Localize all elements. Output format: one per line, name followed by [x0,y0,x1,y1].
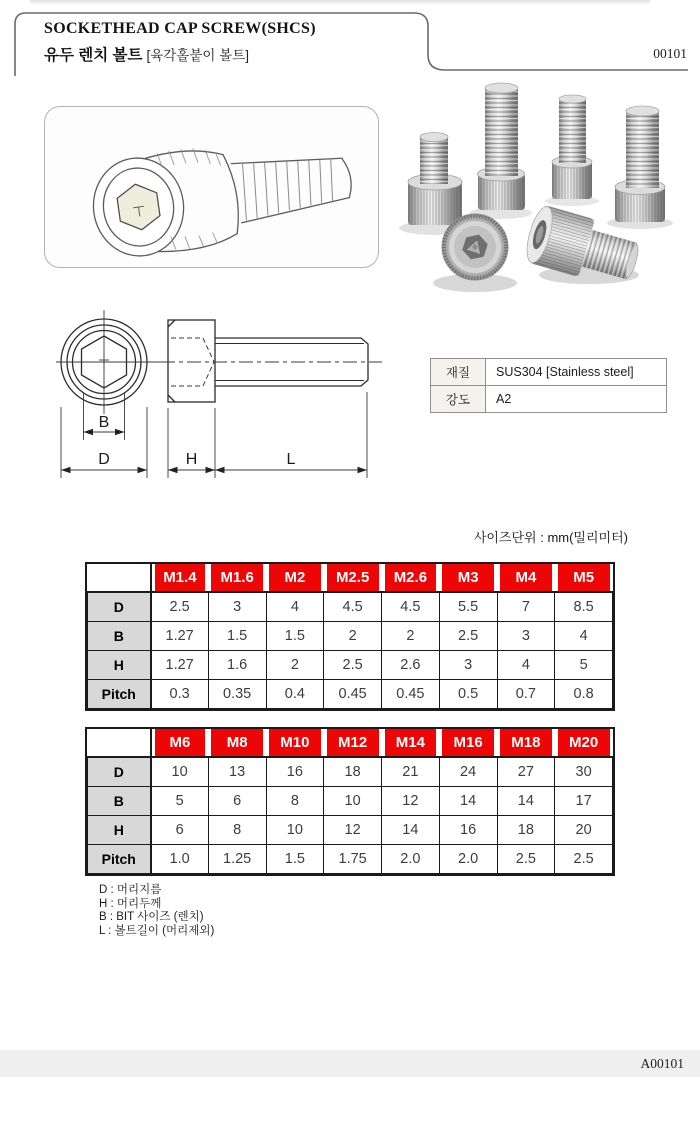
legend-line: B : BIT 사이즈 (렌치) [99,911,204,923]
spec-table [87,564,613,709]
spec-row-label: B [88,787,151,816]
spec-value-cell: 18 [324,757,382,787]
spec-corner-cell [88,564,151,592]
spec-value-cell: 3 [497,622,555,651]
spec-value-cell: 2.5 [324,651,382,680]
spec-value-cell: 2 [324,622,382,651]
spec-column-header: M3 [439,564,497,592]
spec-value-cell: 4.5 [382,592,440,622]
spec-value-cell: 2.6 [382,651,440,680]
spec-value-cell: 2 [266,651,324,680]
size-unit-label: 사이즈단위 : mm(밀리미터) [473,530,628,545]
spec-value-cell: 8.5 [555,592,613,622]
spec-value-cell: 1.25 [208,845,266,874]
spec-value-cell: 5 [555,651,613,680]
strength-label: 강도 [431,386,486,413]
spec-value-cell: 10 [151,757,209,787]
spec-value-cell: 2.5 [439,622,497,651]
product-photo [393,75,700,305]
page-title-ko [44,43,249,65]
spec-column-header: M18 [497,729,555,757]
spec-value-cell: 27 [497,757,555,787]
spec-value-cell: 4 [497,651,555,680]
spec-value-cell: 1.6 [208,651,266,680]
page-code: 00101 [653,46,687,61]
spec-value-cell: 1.75 [324,845,382,874]
spec-row-label: H [88,816,151,845]
spec-value-cell: 10 [324,787,382,816]
spec-value-cell: 21 [382,757,440,787]
screw-standing-3 [552,95,592,199]
material-label: 재질 [431,359,486,386]
spec-value-cell: 30 [555,757,613,787]
material-row [431,386,667,413]
page-title-en: SOCKETHEAD CAP SCREW(SHCS) [44,20,316,37]
spec-column-header: M10 [266,729,324,757]
spec-value-cell: 4 [266,592,324,622]
spec-value-cell: 0.45 [324,680,382,709]
spec-value-cell: 5.5 [439,592,497,622]
material-row [431,359,667,386]
spec-value-cell: 0.8 [555,680,613,709]
spec-column-header: M2.5 [324,564,382,592]
dim-label-b: B [98,414,110,431]
spec-value-cell: 8 [208,816,266,845]
spec-value-cell: 14 [439,787,497,816]
spec-value-cell: 1.27 [151,651,209,680]
spec-row-label: D [88,757,151,787]
spec-column-header: M1.6 [208,564,266,592]
spec-value-cell: 2.0 [439,845,497,874]
spec-value-cell: 2 [382,622,440,651]
spec-value-cell: 17 [555,787,613,816]
spec-column-header: M1.4 [151,564,209,592]
legend-line: D : 머리지름 [99,884,162,896]
spec-value-cell: 1.0 [151,845,209,874]
spec-value-cell: 0.45 [382,680,440,709]
spec-value-cell: 0.4 [266,680,324,709]
spec-column-header: M12 [324,729,382,757]
legend-line: H : 머리두께 [99,897,162,910]
spec-row-label: B [88,622,151,651]
dim-label-d: D [98,451,110,468]
spec-value-cell: 20 [555,816,613,845]
spec-value-cell: 5 [151,787,209,816]
spec-column-header: M5 [555,564,613,592]
product-sketch-box [44,106,379,268]
spec-value-cell: 4.5 [324,592,382,622]
screw-standing-2 [478,83,526,210]
spec-value-cell: 13 [208,757,266,787]
spec-value-cell: 1.5 [266,845,324,874]
spec-table [87,729,613,874]
spec-value-cell: 7 [497,592,555,622]
spec-column-header: M2 [266,564,324,592]
spec-value-cell: 0.7 [497,680,555,709]
spec-value-cell: 14 [382,816,440,845]
dim-label-l: L [286,451,296,468]
spec-value-cell: 8 [266,787,324,816]
spec-column-header: M4 [497,564,555,592]
dimension-legend [99,884,214,938]
footer-band [0,1050,700,1077]
spec-value-cell: 1.5 [266,622,324,651]
spec-value-cell: 12 [324,816,382,845]
spec-value-cell: 6 [151,816,209,845]
screw-facing-camera [442,214,508,280]
spec-value-cell: 6 [208,787,266,816]
spec-value-cell: 0.35 [208,680,266,709]
spec-value-cell: 2.5 [497,845,555,874]
legend-line: L : 볼트길이 (머리제외) [99,924,215,937]
spec-value-cell: 14 [497,787,555,816]
spec-value-cell: 0.3 [151,680,209,709]
screw-standing-4 [615,106,665,222]
spec-table-small-sizes [85,562,615,711]
spec-value-cell: 2.5 [151,592,209,622]
product-sketch [45,107,378,267]
spec-value-cell: 3 [439,651,497,680]
footer-page-code: A00101 [640,1056,684,1071]
spec-value-cell: 3 [208,592,266,622]
dim-label-h: H [185,451,198,468]
technical-drawing [20,300,400,490]
spec-value-cell: 4 [555,622,613,651]
spec-value-cell: 1.27 [151,622,209,651]
spec-column-header: M14 [382,729,440,757]
spec-value-cell: 18 [497,816,555,845]
strength-value: A2 [486,386,667,413]
page-title-ko-bracket: [육각홀붙이 볼트] [146,48,249,63]
spec-value-cell: 16 [266,757,324,787]
screw-standing-1 [408,133,462,226]
spec-corner-cell [88,729,151,757]
spec-column-header: M16 [439,729,497,757]
page-title-ko-main: 유두 렌치 볼트 [44,47,143,64]
spec-column-header: M20 [555,729,613,757]
spec-value-cell: 2.5 [555,845,613,874]
spec-column-header: M8 [208,729,266,757]
spec-value-cell: 24 [439,757,497,787]
spec-value-cell: 1.5 [208,622,266,651]
spec-column-header: M6 [151,729,209,757]
spec-column-header: M2.6 [382,564,440,592]
spec-value-cell: 16 [439,816,497,845]
spec-row-label: D [88,592,151,622]
spec-value-cell: 0.5 [439,680,497,709]
spec-value-cell: 12 [382,787,440,816]
spec-table-large-sizes [85,727,615,876]
spec-row-label: Pitch [88,845,151,874]
material-value: SUS304 [Stainless steel] [486,359,667,386]
spec-row-label: H [88,651,151,680]
material-table [430,358,667,413]
spec-row-label: Pitch [88,680,151,709]
spec-value-cell: 10 [266,816,324,845]
spec-value-cell: 2.0 [382,845,440,874]
